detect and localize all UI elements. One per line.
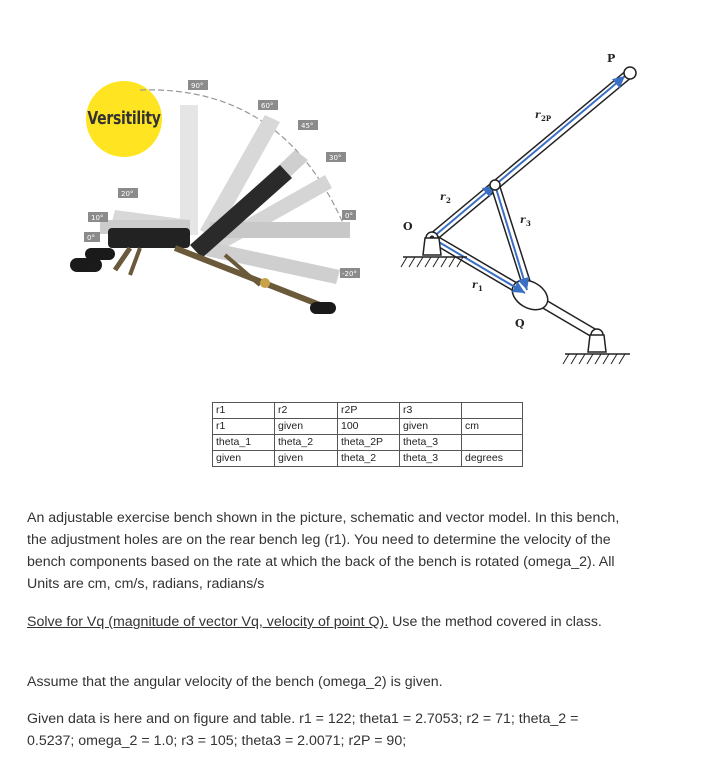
angle-label-seat-10: 10° bbox=[91, 214, 104, 222]
table-cell: r1 bbox=[213, 419, 275, 435]
table-cell: given bbox=[275, 419, 338, 435]
foot-roller-top bbox=[85, 248, 115, 260]
foot-roller-front bbox=[70, 258, 102, 272]
angle-label-90: 90° bbox=[191, 82, 204, 90]
table-cell: r3 bbox=[400, 403, 462, 419]
table-cell: degrees bbox=[462, 451, 523, 467]
table-cell: given bbox=[275, 451, 338, 467]
table-cell: theta_2 bbox=[338, 451, 400, 467]
ghost-back-minus20 bbox=[206, 242, 340, 284]
angle-label-0: 0° bbox=[345, 212, 353, 220]
problem-assumption: Assume that the angular velocity of the bench (omega_2) is given. bbox=[27, 674, 443, 690]
ground-right-hatch bbox=[563, 354, 625, 364]
table-row bbox=[213, 451, 523, 467]
table-cell: theta_1 bbox=[213, 435, 275, 451]
bench-illustration bbox=[60, 70, 380, 330]
support-right bbox=[588, 335, 606, 352]
label-r2P-sub: 2P bbox=[541, 114, 552, 123]
label-P: P bbox=[607, 52, 616, 65]
table-cell: r1 bbox=[213, 403, 275, 419]
adjust-pin bbox=[260, 278, 270, 288]
task-rest: Use the method covered in class. bbox=[388, 614, 602, 630]
table-cell: theta_3 bbox=[400, 451, 462, 467]
front-leg bbox=[115, 248, 130, 270]
label-r1: r bbox=[472, 280, 478, 291]
label-r3-sub: 3 bbox=[526, 219, 531, 228]
vector-schematic bbox=[385, 40, 655, 380]
problem-task bbox=[27, 611, 627, 633]
table-cell: r2P bbox=[338, 403, 400, 419]
angle-label-seat-20: 20° bbox=[121, 190, 134, 198]
table-row bbox=[213, 403, 523, 419]
seat-pad bbox=[108, 228, 190, 248]
ghost-back-90 bbox=[180, 105, 198, 235]
joint-r2 bbox=[490, 180, 500, 190]
table-cell bbox=[462, 403, 523, 419]
label-r3: r bbox=[520, 215, 526, 226]
label-r2P: r bbox=[535, 110, 541, 121]
task-link[interactable]: Solve for Vq (magnitude of vector Vq, velocity of point Q). bbox=[27, 614, 389, 630]
table-cell: r2 bbox=[275, 403, 338, 419]
support-O bbox=[423, 238, 441, 255]
ground-O-hatch bbox=[401, 257, 463, 267]
angle-label-60: 60° bbox=[261, 102, 274, 110]
joint-P bbox=[624, 67, 636, 79]
table-cell: theta_3 bbox=[400, 435, 462, 451]
table-row bbox=[213, 435, 523, 451]
label-r2-sub: 2 bbox=[446, 196, 451, 205]
table-cell: theta_2 bbox=[275, 435, 338, 451]
table-cell: given bbox=[213, 451, 275, 467]
brand-label: Versitility bbox=[87, 109, 161, 129]
parameter-table bbox=[212, 402, 523, 467]
table-cell: 100 bbox=[338, 419, 400, 435]
problem-description: An adjustable exercise bench shown in the picture, schematic and vector model. In this bench, the adjustment holes are on the rear bench leg (r1). You need to determine the velocity of the bench components based on the rate at which the back of the bench is rotated (omega_2). All Units are cm, cm/s, radians, radians/s bbox=[27, 510, 620, 592]
label-Q: Q bbox=[515, 317, 525, 330]
table-cell: theta_2P bbox=[338, 435, 400, 451]
angle-label-seat-0: 0° bbox=[87, 234, 95, 242]
rear-roller bbox=[310, 302, 336, 314]
angle-label-30: 30° bbox=[329, 154, 342, 162]
label-r2: r bbox=[440, 192, 446, 203]
table-cell: cm bbox=[462, 419, 523, 435]
angle-label-45: 45° bbox=[301, 122, 314, 130]
table-cell bbox=[462, 435, 523, 451]
problem-given-data: Given data is here and on figure and table. r1 = 122; theta1 = 2.7053; r2 = 71; theta_2 = 0.5237; omega_2 = 1.0; r3 = 105; theta3 = 2.0071; r2P = 90; bbox=[27, 711, 579, 749]
label-O: O bbox=[403, 220, 413, 233]
angle-label-minus20: -20° bbox=[342, 270, 357, 278]
label-r1-sub: 1 bbox=[478, 284, 483, 293]
table-row bbox=[213, 419, 523, 435]
vector-r2P bbox=[495, 76, 625, 185]
table-cell: given bbox=[400, 419, 462, 435]
front-leg-2 bbox=[130, 248, 140, 275]
